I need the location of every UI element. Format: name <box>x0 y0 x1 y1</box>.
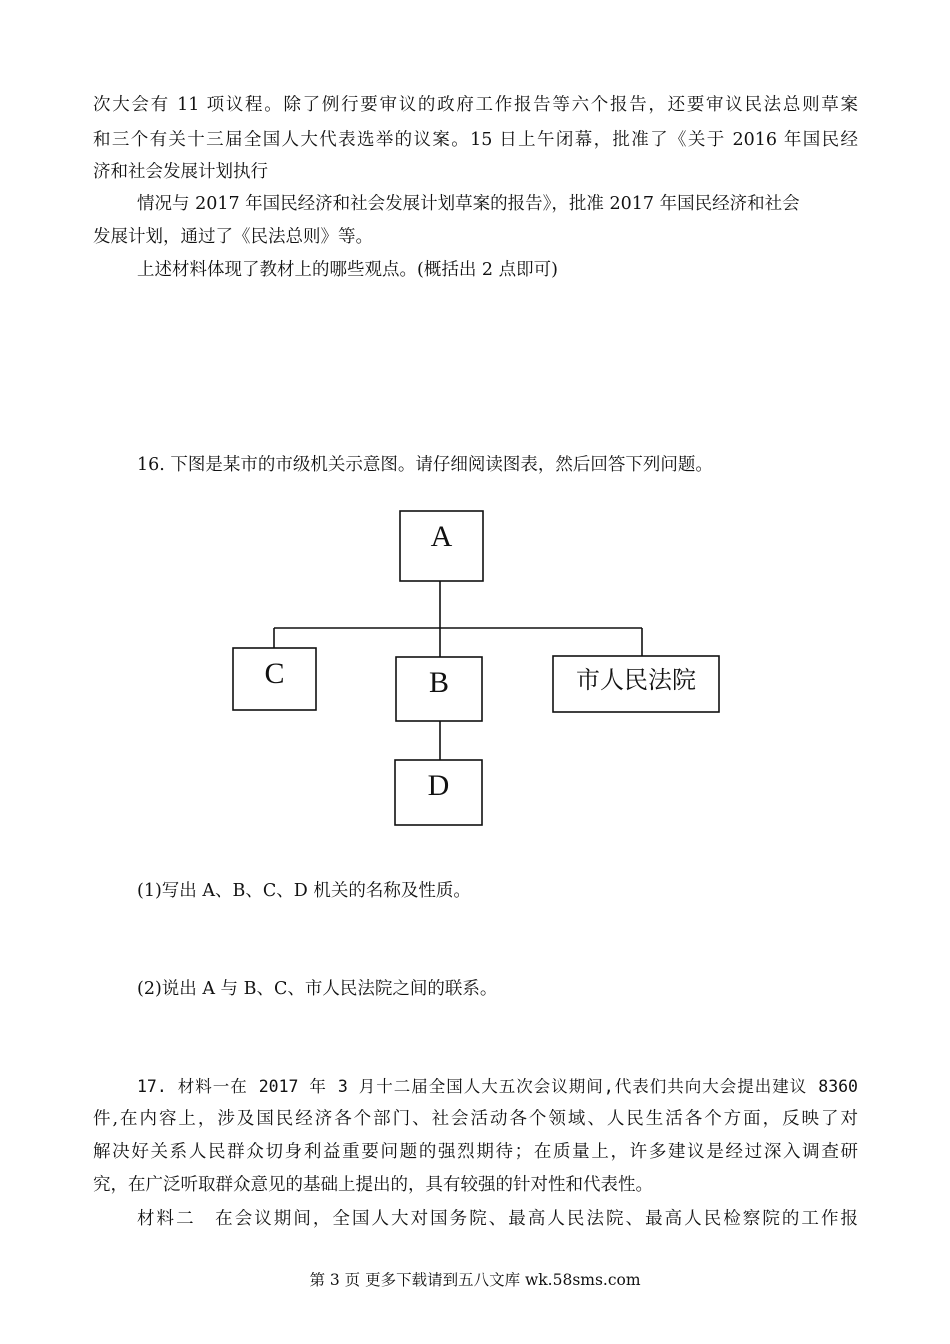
box-c-label: C <box>264 657 285 690</box>
question-17-line: 解决好关系人民群众切身利益重要问题的强烈期待；在质量上，许多建议是经过深入调查研 <box>93 1142 858 1162</box>
question-prompt: 上述材料体现了教材上的哪些观点。(概括出 2 点即可) <box>137 260 558 280</box>
box-b-label: B <box>428 666 449 699</box>
box-d-label: D <box>427 769 450 802</box>
question-16-title: 16. 下图是某市的市级机关示意图。请仔细阅读图表，然后回答下列问题。 <box>137 455 713 475</box>
page-footer: 第 3 页 更多下载请到五八文库 wk.58sms.com <box>309 1271 641 1289</box>
paragraph-line: 和三个有关十三届全国人大代表选举的议案。15 日上午闭幕，批准了《关于 2016 年国民经 <box>93 130 858 150</box>
box-court-label: 市人民法院 <box>576 666 696 694</box>
paragraph-line: 发展计划，通过了《民法总则》等。 <box>93 227 373 247</box>
box-a-label: A <box>430 520 453 553</box>
question-17-line: 究，在广泛听取群众意见的基础上提出的，具有较强的针对性和代表性。 <box>93 1175 653 1195</box>
paragraph-line: 情况与 2017 年国民经济和社会发展计划草案的报告》，批准 2017 年国民经济和社会 <box>137 194 800 214</box>
question-17-line: 17. 材料一在 2017 年 3 月十二届全国人大五次会议期间,代表们共向大会提出建议 8360 <box>137 1077 858 1096</box>
question-17-line: 件,在内容上，涉及国民经济各个部门、社会活动各个领域、人民生活各个方面，反映了对 <box>93 1109 858 1129</box>
question-16-sub1: (1)写出 A、B、C、D 机关的名称及性质。 <box>137 881 471 901</box>
paragraph-line: 济和社会发展计划执行 <box>93 162 268 182</box>
paragraph-line: 次大会有 11 项议程。除了例行要审议的政府工作报告等六个报告，还要审议民法总则草案 <box>93 95 858 115</box>
question-16-sub2: (2)说出 A 与 B、C、市人民法院之间的联系。 <box>137 979 498 999</box>
question-17-line: 材料二 在会议期间，全国人大对国务院、最高人民法院、最高人民检察院的工作报 <box>137 1209 858 1229</box>
